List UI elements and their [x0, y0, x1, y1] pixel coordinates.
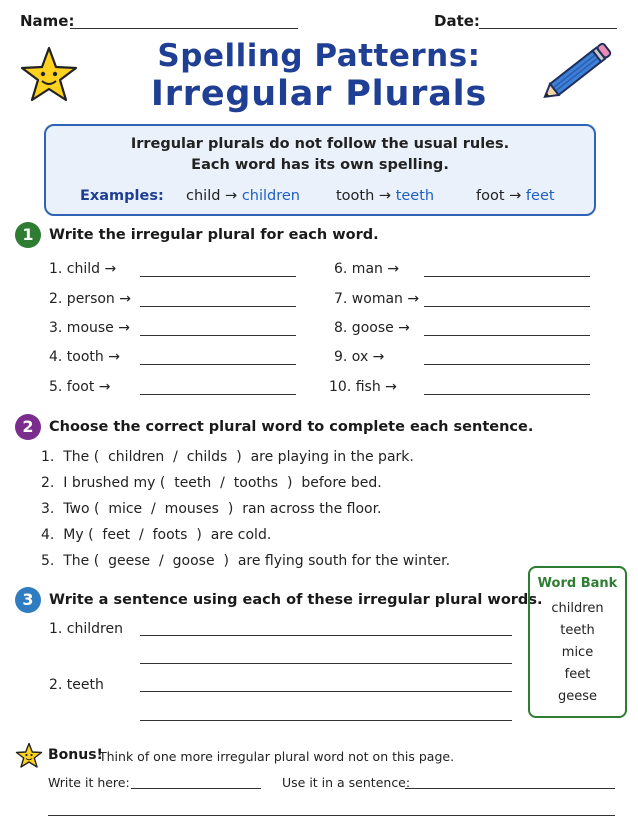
s2-sentence[interactable]: 2. I brushed my ( teeth / tooths ) before bed.	[41, 475, 382, 491]
bonus-write-label: Write it here:	[48, 775, 130, 790]
section3-title: Write a sentence using each of these irregular plural words.	[49, 592, 543, 608]
s3-word: 1. children	[49, 621, 123, 637]
bonus-sentence-line[interactable]	[405, 788, 615, 789]
name-label: Name:	[20, 12, 75, 30]
s3-sentence-line[interactable]	[140, 663, 512, 664]
s1-answer-line[interactable]	[424, 335, 590, 336]
s1-answer-line[interactable]	[140, 394, 296, 395]
s1-answer-line[interactable]	[140, 306, 296, 307]
section2-number-badge: 2	[15, 414, 41, 440]
s1-item: 2. person →	[49, 291, 131, 307]
info-line2: Each word has its own spelling.	[191, 157, 449, 173]
s3-word: 2. teeth	[49, 677, 104, 693]
s1-item: 10. fish →	[329, 379, 397, 395]
s3-sentence-line[interactable]	[140, 720, 512, 721]
s1-item: 5. foot →	[49, 379, 111, 395]
s1-answer-line[interactable]	[140, 335, 296, 336]
word-bank-word: children	[551, 601, 604, 616]
info-box	[44, 124, 596, 216]
bonus-label: Bonus!	[48, 747, 103, 763]
bonus-extra-line[interactable]	[48, 815, 615, 816]
s1-answer-line[interactable]	[424, 306, 590, 307]
name-field[interactable]	[70, 28, 298, 29]
info-line1: Irregular plurals do not follow the usual rules.	[130, 136, 510, 152]
example-3: foot → feet	[476, 188, 555, 204]
bonus-word-line[interactable]	[131, 788, 261, 789]
word-bank-word: teeth	[560, 623, 595, 638]
s1-item: 3. mouse →	[49, 320, 130, 336]
page-title-line1: Spelling Patterns:	[157, 38, 481, 74]
s1-answer-line[interactable]	[424, 394, 590, 395]
s1-item: 8. goose →	[334, 320, 410, 336]
examples-label: Examples:	[80, 188, 164, 204]
page-title-line2: Irregular Plurals	[150, 74, 488, 114]
bonus-text: Think of one more irregular plural word not on this page.	[99, 749, 455, 764]
date-field[interactable]	[479, 28, 617, 29]
s1-answer-line[interactable]	[424, 364, 590, 365]
word-bank-word: feet	[564, 667, 591, 682]
section2-title: Choose the correct plural word to complete each sentence.	[49, 419, 534, 435]
s1-item: 1. child →	[49, 261, 117, 277]
s2-sentence[interactable]: 5. The ( geese / goose ) are flying south for the winter.	[41, 553, 451, 569]
bonus-sentence-label: Use it in a sentence:	[282, 775, 411, 790]
s1-answer-line[interactable]	[140, 276, 296, 277]
bonus-star-icon	[15, 742, 43, 769]
section1-number-badge: 1	[15, 222, 41, 248]
s1-answer-line[interactable]	[424, 276, 590, 277]
section3-number-badge: 3	[15, 587, 41, 613]
word-bank-word: geese	[557, 689, 598, 704]
s1-item: 6. man →	[334, 261, 400, 277]
section1-title: Write the irregular plural for each word.	[49, 227, 379, 243]
s2-sentence[interactable]: 1. The ( children / childs ) are playing in the park.	[41, 449, 414, 465]
word-bank-word: mice	[561, 645, 594, 660]
s1-item: 7. woman →	[334, 291, 420, 307]
s1-item: 4. tooth →	[49, 349, 120, 365]
date-label: Date:	[434, 12, 480, 30]
example-2: tooth → teeth	[336, 188, 435, 204]
s3-sentence-line[interactable]	[140, 691, 512, 692]
s3-sentence-line[interactable]	[140, 635, 512, 636]
s1-answer-line[interactable]	[140, 364, 296, 365]
word-bank-title: Word Bank	[537, 576, 618, 591]
s2-sentence[interactable]: 4. My ( feet / foots ) are cold.	[41, 527, 272, 543]
s1-item: 9. ox →	[334, 349, 385, 365]
example-1: child → children	[186, 188, 300, 204]
s2-sentence[interactable]: 3. Two ( mice / mouses ) ran across the floor.	[41, 501, 382, 517]
word-bank	[528, 566, 627, 718]
